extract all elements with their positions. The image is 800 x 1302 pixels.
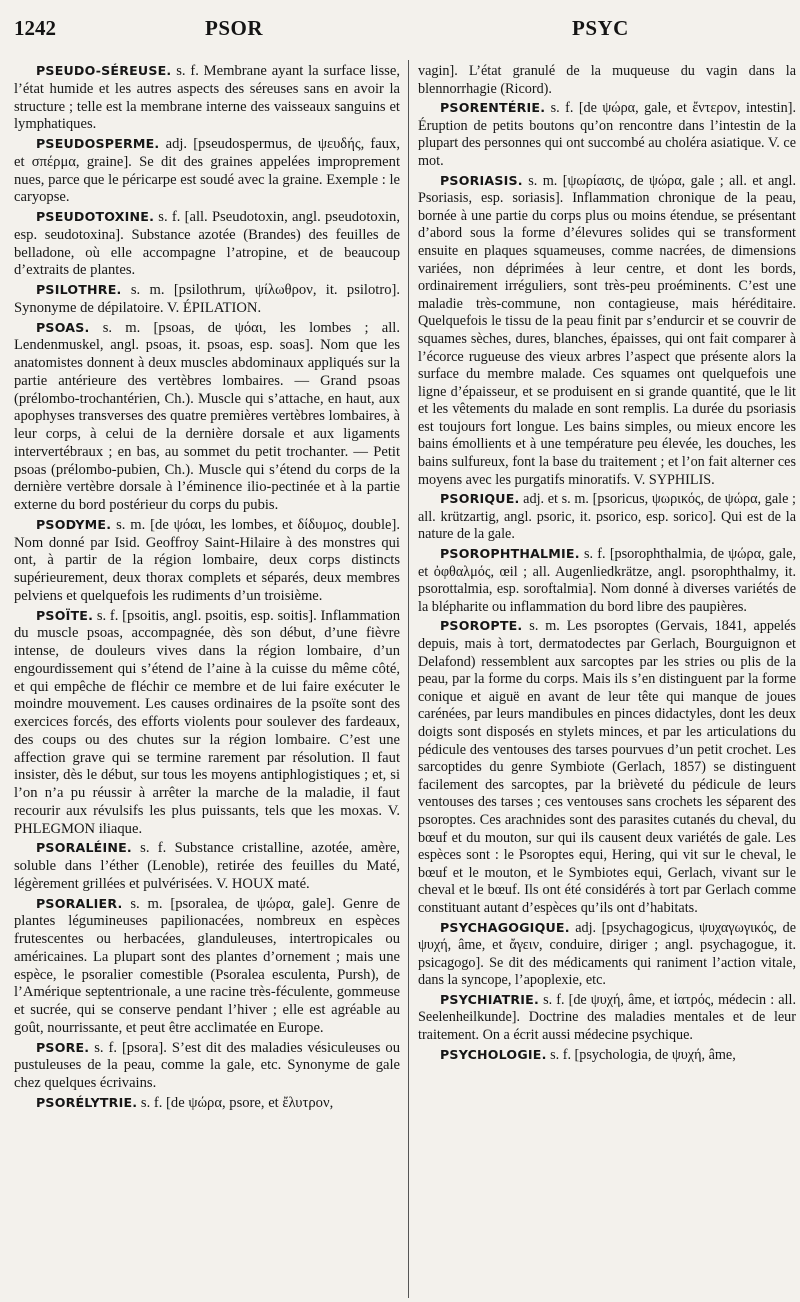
page-number: 1242 — [14, 16, 56, 40]
definition: s. m. [psoas, de ψόαι, les lombes ; all. Lendenmuskel, angl. psoas, it. psoas, esp. soas]. Nom que les anatomistes donnent à deux muscles abdominaux appliqués sur la partie antérieure des vertèbres lombaires. — Grand psoas (prélombo-trochantérien, Ch.). Muscle qui s’attache, en haut, aux apophyses transverses des quatre premières vertèbres lombaires, à leur corps, à celui de la dernière dorsale et aux ligaments intervertébraux ; en bas, au sommet du petit trochanter. — Petit psoas (prélombo-pubien, Ch.). Muscle qui s’étend du corps de la dernière vertèbre dorsale à l’éminence ilio-pectinée et à la partie externe du bord postérieur du corps du pubis. — [14, 319, 400, 513]
definition: s. m. [psilothrum, ψίλωθρον, it. psilotro]. Synonyme de dépilatoire. V. ÉPILATION. — [14, 282, 400, 316]
entry — [14, 1039, 400, 1093]
right-column — [418, 62, 796, 1065]
definition: s. f. Membrane ayant la surface lisse, l’état humide et les autres aspects des séreuses sans en avoir la structure ; telle est la membrane interne des vaisseaux sanguins et lymphatiques. — [14, 63, 400, 133]
definition: adj. [psychagogicus, ψυχαγωγικός, de ψυχή, âme, et ἄγειν, conduire, diriger ; angl. psychagogue, it. psicagogo]. Se dit des médicaments qui raniment l’action vitale, dans la syncope, l’apoplexie, etc. — [418, 919, 796, 989]
entry — [418, 490, 796, 544]
headword: PSOROPHTHALMIE. — [440, 546, 580, 562]
headword: PSEUDOTOXINE. — [36, 209, 155, 224]
entry — [14, 319, 400, 515]
definition: vagin]. L’état granulé de la muqueuse du vagin dans la blennorrhagie (Ricord). — [418, 63, 796, 97]
definition: s. m. [de ψόαι, les lombes, et δίδυμος, double]. Nom donné par Isid. Geoffroy Saint-Hilaire à des monstres qui ont, à partir de la région lombaire, deux corps distincts supérieurement, deux thorax complets et séparés, deux membres pelviens et quelquefois les rudiments d’un troisième. — [14, 516, 400, 604]
definition: s. m. [psoralea, de ψώρα, gale]. Genre de plantes légumineuses papilionacées, nombreux en espèces frutescentes ou herbacées, glanduleuses, intertropicales ou américaines. La plupart sont des plantes d’ornement ; mais une espèce, le psoralier comestible (Psoralea esculenta, Pursh), de l’Amérique septentrionale, a une racine très-féculente, gommeuse et sucrée, qui se conserve pendant l’hiver ; elle est agréable au goût, nourrissante, et peut être acclimatée en Europe. — [14, 895, 400, 1036]
definition: s. f. [de ψώρα, psore, et ἔλυτρον, — [137, 1094, 334, 1111]
entry — [14, 839, 400, 893]
definition: s. f. [all. Pseudotoxin, angl. pseudotoxin, esp. seudotoxina]. Substance azotée (Brandes) des feuilles de belladone, où elle accompagne l’atropine, et de beaucoup d’extraits de plantes. — [14, 209, 400, 279]
definition: s. f. [psychologia, de ψυχή, âme, — [546, 1046, 736, 1063]
definition: s. m. Les psoroptes (Gervais, 1841, appelés depuis, mais à tort, dermatodectes par Gerlach, Bourguignon et Delafond) ressemblent aux sarcoptes par les stries ou plis de la peau, par la forme du corps. Mais ils s’en distinguent par la forme conique et aiguë en avant de leur tête qui manque de joues carénées, par leurs mandibules en pinces didactyles, dont les deux doigts sont disposés en stylets minces, et par les articulations du pédicule des ventouses des tarses pourvues d’un petit crochet. Les sarcoptides du genre Symbiote (Gerlach, 1857) se distinguent facilement des sarcoptes, par la brièveté du pédicule de leurs ventouses des tarses ; ces ventouses sans crochets les séparent des psoroptes. Ces arachnides sont des parasites cutanés du cheval, du bœuf et du mouton, sur qui ils causent deux variétés de gale. Les espèces sont : le Psoroptes equi, Hering, qui vit sur le cheval, le bœuf et le mouton, et le Symbiotes equi, Gerlach, vivant sur le cheval et le bœuf. Ils ont été considérés à tort par Gerlach comme constituant autant d’espèces qu’ils ont d’habitats. — [418, 618, 796, 916]
entry — [14, 62, 400, 134]
headword: PSORENTÉRIE. — [440, 100, 546, 116]
headword: PSOAS. — [36, 319, 90, 335]
definition: adj. [pseudospermus, de ψευδής, faux, et σπέρμα, graine]. Se dit des graines appelées improprement nues, parce que le péricarpe est soudé avec la graine. Exemple : le caryopse. — [14, 136, 400, 206]
entry — [14, 135, 400, 207]
left-guide-word: PSOR — [205, 16, 264, 40]
headword: PSEUDO-SÉREUSE. — [36, 63, 172, 78]
definition: s. m. [ψωρίασις, de ψώρα, gale ; all. et angl. Psoriasis, esp. soriasis]. Inflammation chronique de la peau, bornée à une partie du corps plus ou moins étendue, se présentant d’abord sous la forme d’élevures solides qui se transforment ensuite en plaques squameuses, comme nacrées, de dimensions variées, non déprimées à leur centre, et dont les bords, ordinairement irréguliers, sont très-peu proéminents. C’est une maladie très-commune, non contagieuse, mais héréditaire. Quelquefois le tissu de la peau finit par s’endurcir et se couvrir de squames sèches, dures, blanches, épaisses, qui ont fait comparer à l’écorce rugueuse des vieux arbres l’aspect que présente alors la surface du membre malade. Ces squames ont quelquefois une ligne d’épaisseur, et se produisent en si grande quantité, que le lit et les vêtements du malade en sont remplis. La durée du psoriasis est toujours fort longue. Les bains simples, ou mieux encore les bains émollients et à une température peu élevée, les douches, les bains sulfureux, font la base du traitement ; et l’on fait alterner ces moyens avec les purgatifs minoratifs. V. SYPHILIS. — [418, 172, 796, 488]
entry — [14, 208, 400, 280]
headword: PSYCHAGOGIQUE. — [440, 919, 570, 935]
entry — [14, 281, 400, 318]
left-column — [14, 62, 400, 1114]
entry — [14, 607, 400, 839]
column-divider — [408, 60, 409, 1298]
entry — [14, 516, 400, 606]
headword: PSYCHOLOGIE. — [440, 1046, 547, 1062]
headword: PSORALIER. — [36, 895, 123, 911]
right-guide-word: PSYC — [572, 16, 629, 40]
headword: PSORIASIS. — [440, 172, 523, 188]
definition: s. f. [psora]. S’est dit des maladies vésiculeuses ou pustuleuses de la peau, comme la gale, etc. Synonyme de gale chez quelques écrivains. — [14, 1039, 400, 1091]
headword: PSODYME. — [36, 516, 112, 532]
definition: s. f. [de ψυχή, âme, et ἰατρός, médecin : all. Seelenheilkunde]. Doctrine des maladies mentales et de leur traitement. On a écrit aussi médecine psychique. — [418, 991, 796, 1044]
headword: PSORÉLYTRIE. — [36, 1094, 138, 1110]
headword: PSILOTHRE. — [36, 282, 122, 297]
headword: PSEUDOSPERME. — [36, 136, 160, 151]
headword: PSORE. — [36, 1039, 90, 1055]
entry — [418, 617, 796, 917]
headword: PSOROPTE. — [440, 618, 523, 634]
entry-continuation — [418, 62, 796, 98]
headword: PSORIQUE. — [440, 491, 520, 507]
entry — [418, 172, 796, 490]
entry — [14, 895, 400, 1038]
definition: s. f. [de ψώρα, gale, et ἔντερον, intestin]. Éruption de petits boutons qu’on rencontre dans l’intestin de la plupart des personnes qui ont succombé au choléra asiatique. V. ce mot. — [418, 100, 796, 169]
entry — [418, 991, 796, 1045]
definition: s. f. Substance cristalline, azotée, amère, soluble dans l’éther (Lenoble), retirée des feuilles du Maté, légèrement grillées et pulvérisées. V. HOUX maté. — [14, 840, 400, 892]
entry — [418, 919, 796, 990]
headword: PSYCHIATRIE. — [440, 991, 539, 1007]
entry — [418, 99, 796, 170]
headword: PSOÏTE. — [36, 607, 94, 623]
headword: PSORALÉINE. — [36, 840, 132, 856]
entry — [14, 1094, 400, 1113]
entry — [418, 1046, 796, 1065]
definition: s. f. [psorophthalmia, de ψώρα, gale, et ὀφθαλμός, œil ; all. Augenliedkrätze, angl. psorophthalmy, it. psorottalmia, esp. soroftalmia]. Nom donné à diverses variétés de la blépharite ou inflammation du bord libre des paupières. — [418, 546, 796, 615]
definition: s. f. [psoitis, angl. psoitis, esp. soitis]. Inflammation du muscle psoas, accompagnée, dès son début, d’une fièvre intense, de douleurs vives dans la région lombaire, d’un engourdissement qui s’étend de l’aine à la cuisse du même côté, et qui empêche de fléchir ce membre et de lui faire exécuter le moindre mouvement. Les causes ordinaires de la psoïte sont des exercices forcés, des efforts violents pour soulever des fardeaux, des coups ou des chutes sur la région lombaire. C’est une affection grave qui se termine rarement par résolution. Il faut insister, dès le début, sur tous les moyens antiphlogistiques ; et, si l’on n’a pu réussir à arrêter la marche de la maladie, il faut recourir aux révulsifs les plus puissants, tels que les moxas. V. PHLEGMON iliaque. — [14, 607, 400, 837]
page-header — [0, 14, 800, 48]
entry — [418, 545, 796, 616]
definition: adj. et s. m. [psoricus, ψωρικός, de ψώρα, gale ; all. krützartig, angl. psoric, it. psorico, esp. sorico]. Qui est de la nature de la gale. — [418, 491, 796, 543]
